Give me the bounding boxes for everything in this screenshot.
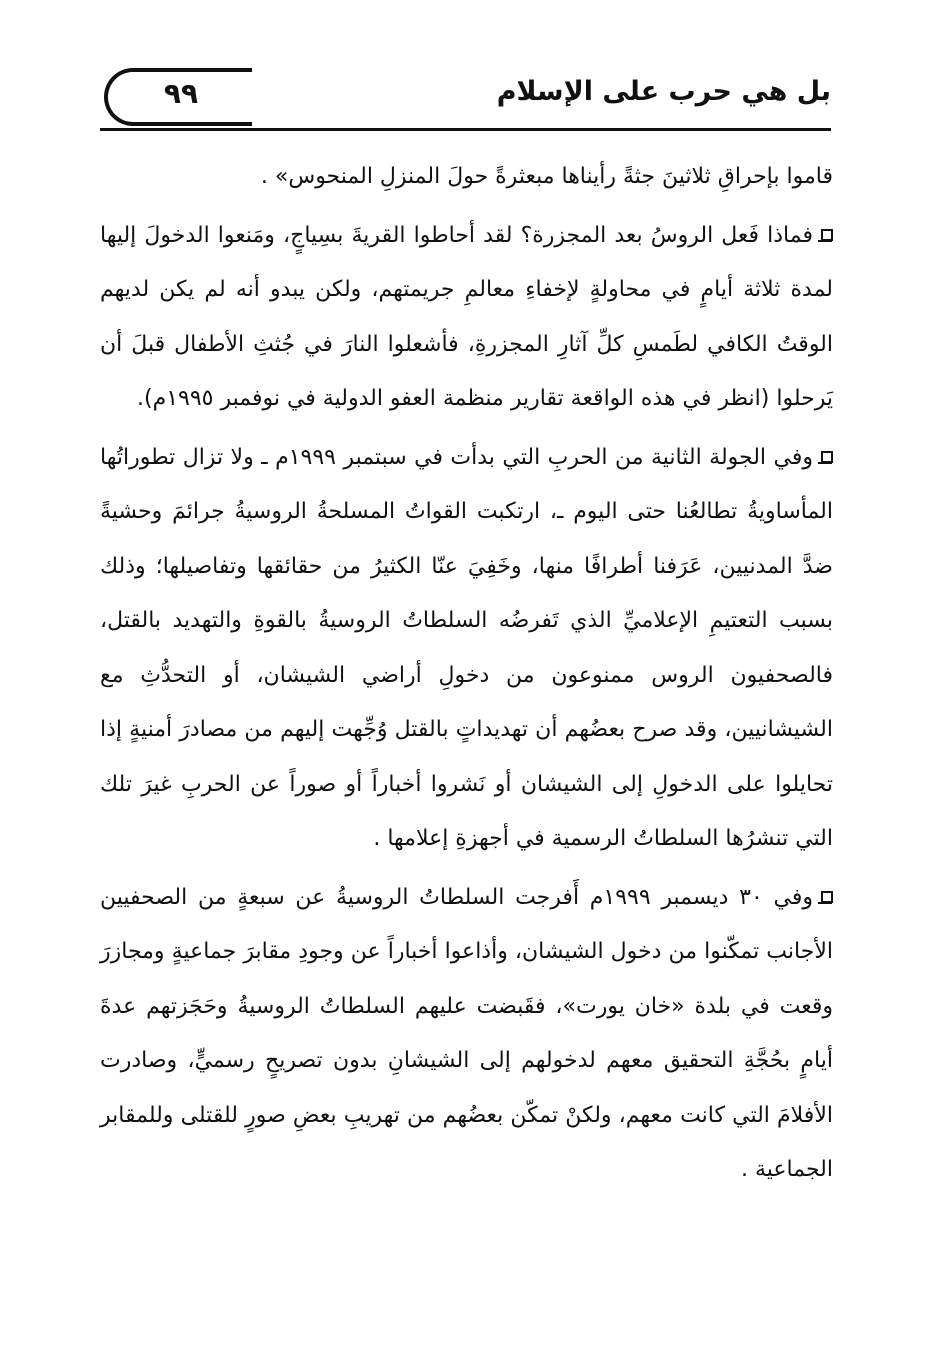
- square-bullet-icon: [821, 229, 833, 241]
- paragraph-text: وفي الجولة الثانية من الحربِ التي بدأت في سبتمبر ١٩٩٩م ـ ولا تزال تطوراتُها المأساويةُ تطالعُنا حتى اليوم ـ، ارتكبت القواتُ المسلحةُ الروسيةُ جرائمَ وحشيةً ضدَّ المدنيين، عَرَفنا أطرافًا منها، وخَفِيَ عنّا الكثيرُ من حقائقها وتفاصيلها؛ وذلك بسبب التعتيمِ الإعلاميِّ الذي تَفرضُه السلطاتُ الروسيةُ بالقوةِ والتهديد بالقتل، فالصحفيون الروس ممنوعون من دخولِ أراضي الشيشان، أو التحدُّثِ مع الشيشانيين، وقد صرح بعضُهم أن تهديداتٍ بالقتل وُجِّهت إليهم من مصادرَ أمنيةٍ إذا تحايلوا على الدخولِ إلى الشيشان أو نَشروا أخباراً أو صوراً عن الحربِ غيرَ تلك التي تنشرُها السلطاتُ الرسمية في أجهزةِ إعلامها .: [100, 444, 833, 851]
- page-number: ٩٩: [163, 77, 199, 110]
- header-rule: [100, 128, 831, 131]
- page-header: [100, 66, 831, 132]
- square-bullet-icon: [821, 891, 833, 903]
- square-bullet-icon: [821, 451, 833, 463]
- running-title: بل هي حرب على الإسلام: [496, 76, 831, 107]
- paragraph: [100, 431, 833, 867]
- paragraph: [100, 150, 833, 205]
- body-text: [100, 150, 833, 1198]
- paragraph: [100, 871, 833, 1198]
- paragraph-text: قاموا بإحراقِ ثلاثينَ جثةً رأيناها مبعثرةً حولَ المنزلِ المنحوس» .: [260, 164, 833, 189]
- paragraph: [100, 209, 833, 427]
- paragraph-text: وفي ٣٠ ديسمبر ١٩٩٩م أَفرجت السلطاتُ الروسيةُ عن سبعةٍ من الصحفيين الأجانب تمكّنوا من دخول الشيشان، وأذاعوا أخباراً عن وجودِ مقابرَ جماعيةٍ ومجازرَ وقعت في بلدة «خان يورت»، فقَبضت عليهم السلطاتُ الروسيةُ وحَجَزتهم عدةَ أيامٍ بحُجَّةِ التحقيق معهم لدخولهم إلى الشيشانِ بدون تصريحٍ رسميٍّ، وصادرت الأفلامَ التي كانت معهم، ولكنْ تمكّن بعضُهم من تهريبِ بعضِ صورٍ للقتلى وللمقابر الجماعية .: [100, 884, 833, 1182]
- paragraph-text: فماذا فَعل الروسُ بعد المجزرة؟ لقد أحاطوا القريةَ بسِياجٍ، ومَنعوا الدخولَ إليها لمدة ثلاثة أيامٍ في محاولةٍ لإخفاءِ معالمِ جريمتهم، ولكن يبدو أنه لم يكن لديهم الوقتُ الكافي لطَمسِ كلِّ آثارِ المجزرةِ، فأشعلوا النارَ في جُثثِ الأطفال قبلَ أن يَرحلوا (انظر في هذه الواقعة تقارير منظمة العفو الدولية في نوفمبر ١٩٩٥م).: [100, 222, 833, 411]
